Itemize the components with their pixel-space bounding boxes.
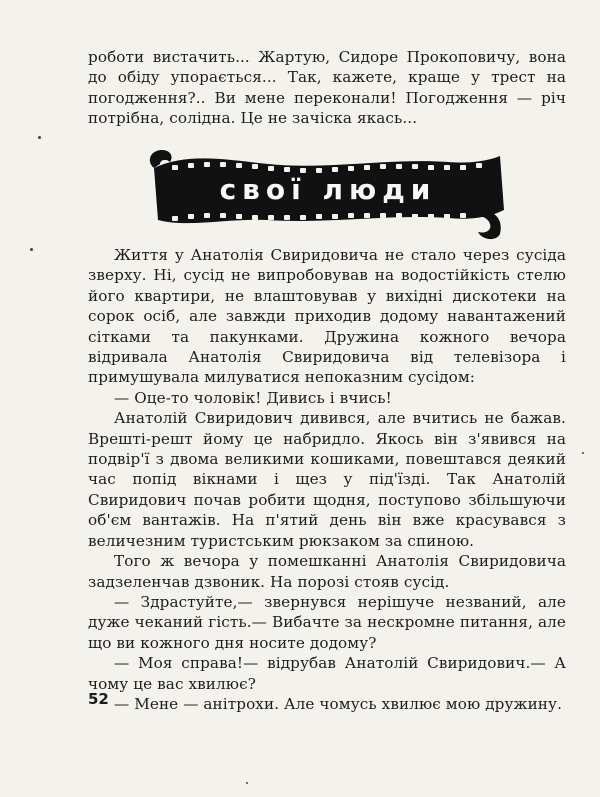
- print-speck: [30, 248, 33, 251]
- print-speck: [246, 782, 248, 784]
- chapter-title: свої люди: [219, 173, 437, 206]
- story-paragraph-6: — Моя справа!— відрубав Анатолій Свиридович.— А чому це вас хвилює?: [88, 654, 566, 693]
- chapter-banner: [148, 138, 508, 242]
- story-paragraph-2: — Оце-то чоловік! Дивись і вчись!: [114, 388, 392, 407]
- print-speck: [582, 452, 584, 454]
- story-paragraph-3: Анатолій Свиридович дивився, але вчитись не бажав. Врешті-решт йому це набридло. Якось він з'явився на подвір'ї з двома великими кошиками, повештався деякий час попід вікнами і щез у під'їзді. Так Анатолій Свиридович почав робити щодня, поступово збільшуючи об'єм вантажів. На п'ятий день він вже красувався з величезним туристським рюкзаком за спиною.: [88, 409, 566, 550]
- intro-paragraph: роботи вистачить... Жартую, Сидоре Прокоповичу, вона до обіду упорається... Так, кажете, краще у трест на погодження?.. Ви мене переконали! Погодження — річ потрібна, солідна. Це не зачіска якась...: [88, 48, 566, 128]
- print-speck: [38, 136, 41, 139]
- page-number: 52: [88, 690, 109, 708]
- story-paragraph-7: — Мене — анітрохи. Але чомусь хвилює мою дружину.: [114, 694, 562, 713]
- story-text: [88, 245, 566, 714]
- intro-text: [88, 47, 566, 129]
- story-paragraph-4: Того ж вечора у помешканні Анатолія Свиридовича задзеленчав дзвоник. На порозі стояв сусід.: [88, 552, 566, 591]
- story-paragraph-1: Життя у Анатолія Свиридовича не стало через сусіда зверху. Ні, сусід не випробовував на водостійкість стелю його квартири, не влаштовував у вихідні дискотеки на сорок осіб, але завжди приходив додому навантажений сітками та пакунками. Дружина кожного вечора відривала Анатолія Свиридовича від телевізора і примушувала милуватися непоказним сусідом:: [88, 246, 566, 387]
- story-paragraph-5: — Здрастуйте,— звернувся нерішуче незваний, але дуже чеканий гість.— Вибачте за нескромне питання, але що ви кожного дня носите додому?: [88, 592, 566, 652]
